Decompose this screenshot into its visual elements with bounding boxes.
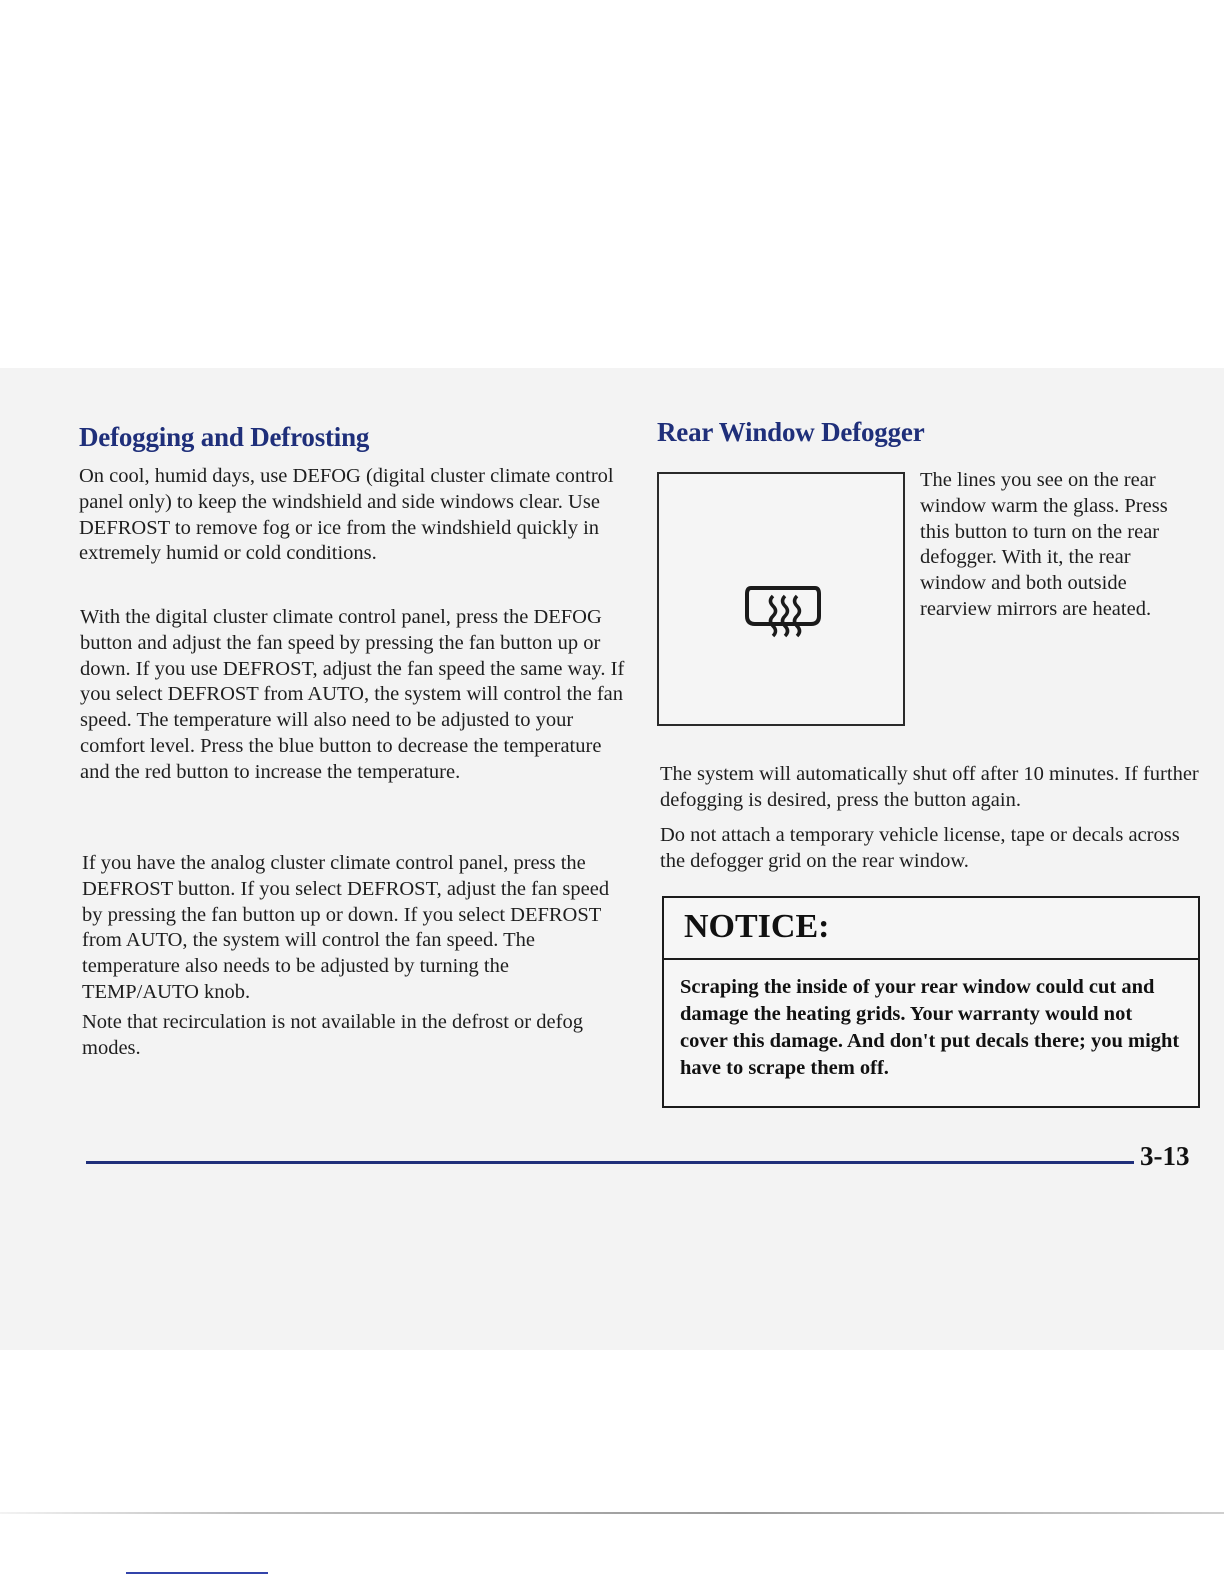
rear-defogger-heading: Rear Window Defogger (657, 417, 925, 447)
auto-shutoff-paragraph: The system will automatically shut off after 10 minutes. If further defogging is desired, press the button again. (660, 763, 1199, 811)
page-number: 3-13 (1140, 1141, 1190, 1171)
digital-panel-paragraph: With the digital cluster climate control panel, press the DEFOG button and adjust the fan speed by pressing the fan button up or down. If you use DEFROST, adjust the fan speed the same way. If you select DEFROST from AUTO, the system will control the fan speed. The temperature will also need to be adjusted to your comfort level. Press the blue button to decrease the temperature and the red button to increase the temperature. (80, 606, 625, 783)
bottom-link-underline (126, 1572, 268, 1574)
defogging-heading: Defogging and Defrosting (79, 422, 370, 452)
notice-header (664, 898, 1198, 960)
defogger-side-text: The lines you see on the rear window warm the glass. Press this button to turn on the rear defogger. With it, the rear window and both outside rearview mirrors are heated. (920, 469, 1168, 620)
rear-defogger-icon (743, 582, 823, 646)
decal-warning-paragraph: Do not attach a temporary vehicle license, tape or decals across the defogger grid on the rear window. (660, 824, 1180, 872)
notice-body: Scraping the inside of your rear window could cut and damage the heating grids. Your warranty would not cover this damage. And don't put decals there; you might have to scrape them off. (680, 976, 1180, 1079)
footer-rule (86, 1161, 1134, 1164)
defog-intro-paragraph: On cool, humid days, use DEFOG (digital cluster climate control panel only) to keep the windshield and side windows clear. Use DEFROST to remove fog or ice from the windshield quickly in extremely humid or cold conditions. (79, 465, 614, 565)
analog-panel-paragraph: If you have the analog cluster climate control panel, press the DEFROST button. If you select DEFROST, adjust the fan speed by pressing the fan button up or down. If you select DEFROST from AUTO, the system will control the fan speed. The temperature also needs to be adjusted by turning the TEMP/AUTO knob. (82, 852, 610, 1003)
defogger-illustration (657, 472, 905, 726)
notice-box (662, 896, 1200, 1108)
recirculation-note-paragraph: Note that recirculation is not available in the defrost or defog modes. (82, 1011, 583, 1059)
page-edge (0, 1512, 1224, 1514)
notice-title: NOTICE: (684, 908, 830, 945)
